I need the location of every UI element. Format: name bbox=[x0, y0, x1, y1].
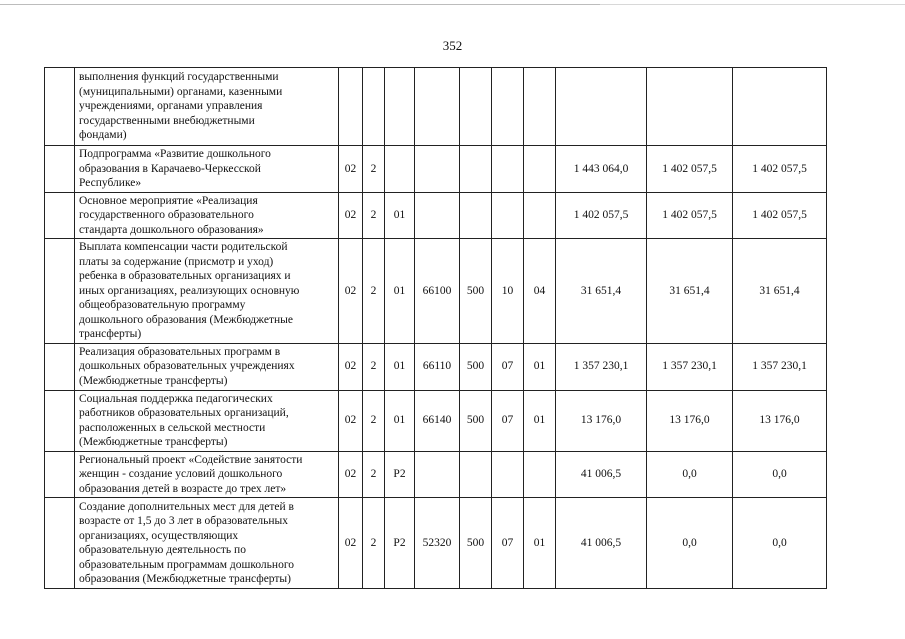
code-cell: 02 bbox=[339, 451, 363, 498]
amount-cell: 41 006,5 bbox=[556, 451, 647, 498]
code-cell bbox=[492, 146, 524, 193]
code-cell bbox=[385, 68, 415, 146]
code-cell: 02 bbox=[339, 498, 363, 589]
code-cell: 02 bbox=[339, 239, 363, 344]
code-cell bbox=[339, 68, 363, 146]
amount-cell: 31 651,4 bbox=[647, 239, 733, 344]
row-name: Социальная поддержка педагогических работников образовательных организаций, расположенных в сельской местности (Межбюджетные трансферты) bbox=[75, 390, 339, 451]
amount-cell bbox=[733, 68, 827, 146]
row-name: Реализация образовательных программ в дошкольных образовательных учреждениях (Межбюджетные трансферты) bbox=[75, 343, 339, 390]
row-name: Основное мероприятие «Реализация государственного образовательного стандарта дошкольного образования» bbox=[75, 192, 339, 239]
amount-cell: 31 651,4 bbox=[733, 239, 827, 344]
amount-cell: 1 357 230,1 bbox=[647, 343, 733, 390]
table-row bbox=[45, 390, 827, 451]
code-cell bbox=[460, 68, 492, 146]
code-cell: 02 bbox=[339, 390, 363, 451]
code-cell bbox=[524, 192, 556, 239]
code-cell: 10 bbox=[492, 239, 524, 344]
code-cell: 02 bbox=[339, 343, 363, 390]
blank-cell bbox=[45, 68, 75, 146]
code-cell: 2 bbox=[363, 390, 385, 451]
amount-cell: 13 176,0 bbox=[556, 390, 647, 451]
blank-cell bbox=[45, 390, 75, 451]
code-cell: 07 bbox=[492, 498, 524, 589]
code-cell: 2 bbox=[363, 192, 385, 239]
code-cell: 01 bbox=[385, 239, 415, 344]
code-cell: 04 bbox=[524, 239, 556, 344]
code-cell: 500 bbox=[460, 390, 492, 451]
code-cell bbox=[415, 192, 460, 239]
code-cell bbox=[492, 192, 524, 239]
code-cell: 01 bbox=[385, 192, 415, 239]
code-cell bbox=[524, 451, 556, 498]
amount-cell: 1 402 057,5 bbox=[556, 192, 647, 239]
amount-cell: 0,0 bbox=[647, 498, 733, 589]
amount-cell: 0,0 bbox=[647, 451, 733, 498]
code-cell: 02 bbox=[339, 192, 363, 239]
table-row bbox=[45, 451, 827, 498]
code-cell bbox=[492, 451, 524, 498]
blank-cell bbox=[45, 343, 75, 390]
code-cell: P2 bbox=[385, 498, 415, 589]
code-cell bbox=[492, 68, 524, 146]
code-cell: 2 bbox=[363, 343, 385, 390]
amount-cell: 41 006,5 bbox=[556, 498, 647, 589]
code-cell: 01 bbox=[524, 498, 556, 589]
table-row bbox=[45, 239, 827, 344]
code-cell: 66100 bbox=[415, 239, 460, 344]
amount-cell: 1 402 057,5 bbox=[733, 192, 827, 239]
code-cell bbox=[524, 146, 556, 193]
code-cell: 07 bbox=[492, 390, 524, 451]
row-name: Создание дополнительных мест для детей в возрасте от 1,5 до 3 лет в образовательных организациях, осуществляющих образовательную деятельность по образовательным программам дошкольного образования (Межбюджетные трансферты) bbox=[75, 498, 339, 589]
amount-cell: 0,0 bbox=[733, 451, 827, 498]
code-cell: P2 bbox=[385, 451, 415, 498]
amount-cell: 1 357 230,1 bbox=[556, 343, 647, 390]
row-name: Подпрограмма «Развитие дошкольного образования в Карачаево-Черкесской Республике» bbox=[75, 146, 339, 193]
amount-cell: 1 402 057,5 bbox=[647, 192, 733, 239]
amount-cell: 1 443 064,0 bbox=[556, 146, 647, 193]
code-cell: 2 bbox=[363, 146, 385, 193]
amount-cell: 0,0 bbox=[733, 498, 827, 589]
blank-cell bbox=[45, 451, 75, 498]
code-cell: 2 bbox=[363, 239, 385, 344]
code-cell: 66140 bbox=[415, 390, 460, 451]
code-cell bbox=[460, 192, 492, 239]
blank-cell bbox=[45, 146, 75, 193]
table-row bbox=[45, 343, 827, 390]
table-row bbox=[45, 68, 827, 146]
row-name: выполнения функций государственными (муниципальными) органами, казенными учреждениями, органами управления государственными внебюджетными фондами) bbox=[75, 68, 339, 146]
code-cell: 2 bbox=[363, 451, 385, 498]
amount-cell: 1 357 230,1 bbox=[733, 343, 827, 390]
blank-cell bbox=[45, 498, 75, 589]
code-cell: 500 bbox=[460, 343, 492, 390]
page-number: 352 bbox=[442, 38, 463, 53]
amount-cell bbox=[556, 68, 647, 146]
code-cell bbox=[460, 451, 492, 498]
code-cell: 01 bbox=[524, 390, 556, 451]
code-cell bbox=[415, 68, 460, 146]
amount-cell bbox=[647, 68, 733, 146]
row-name: Региональный проект «Содействие занятости женщин - создание условий дошкольного образования детей в возрасте до трех лет» bbox=[75, 451, 339, 498]
code-cell: 01 bbox=[385, 343, 415, 390]
code-cell: 66110 bbox=[415, 343, 460, 390]
code-cell: 02 bbox=[339, 146, 363, 193]
amount-cell: 13 176,0 bbox=[647, 390, 733, 451]
budget-table bbox=[44, 67, 827, 589]
table-row bbox=[45, 192, 827, 239]
code-cell bbox=[363, 68, 385, 146]
amount-cell: 13 176,0 bbox=[733, 390, 827, 451]
amount-cell: 31 651,4 bbox=[556, 239, 647, 344]
amount-cell: 1 402 057,5 bbox=[733, 146, 827, 193]
amount-cell: 1 402 057,5 bbox=[647, 146, 733, 193]
blank-cell bbox=[45, 239, 75, 344]
code-cell bbox=[385, 146, 415, 193]
code-cell bbox=[460, 146, 492, 193]
code-cell bbox=[415, 146, 460, 193]
table-row bbox=[45, 146, 827, 193]
row-name: Выплата компенсации части родительской платы за содержание (присмотр и уход) ребенка в образовательных организациях и иных организациях, реализующих основную общеобразовательную программу дошкольного образования (Межбюджетные трансферты) bbox=[75, 239, 339, 344]
code-cell: 01 bbox=[524, 343, 556, 390]
code-cell: 2 bbox=[363, 498, 385, 589]
blank-cell bbox=[45, 192, 75, 239]
code-cell: 52320 bbox=[415, 498, 460, 589]
code-cell: 01 bbox=[385, 390, 415, 451]
code-cell: 500 bbox=[460, 239, 492, 344]
code-cell: 500 bbox=[460, 498, 492, 589]
table-row bbox=[45, 498, 827, 589]
top-rule-accent bbox=[0, 4, 600, 5]
code-cell bbox=[415, 451, 460, 498]
code-cell bbox=[524, 68, 556, 146]
code-cell: 07 bbox=[492, 343, 524, 390]
